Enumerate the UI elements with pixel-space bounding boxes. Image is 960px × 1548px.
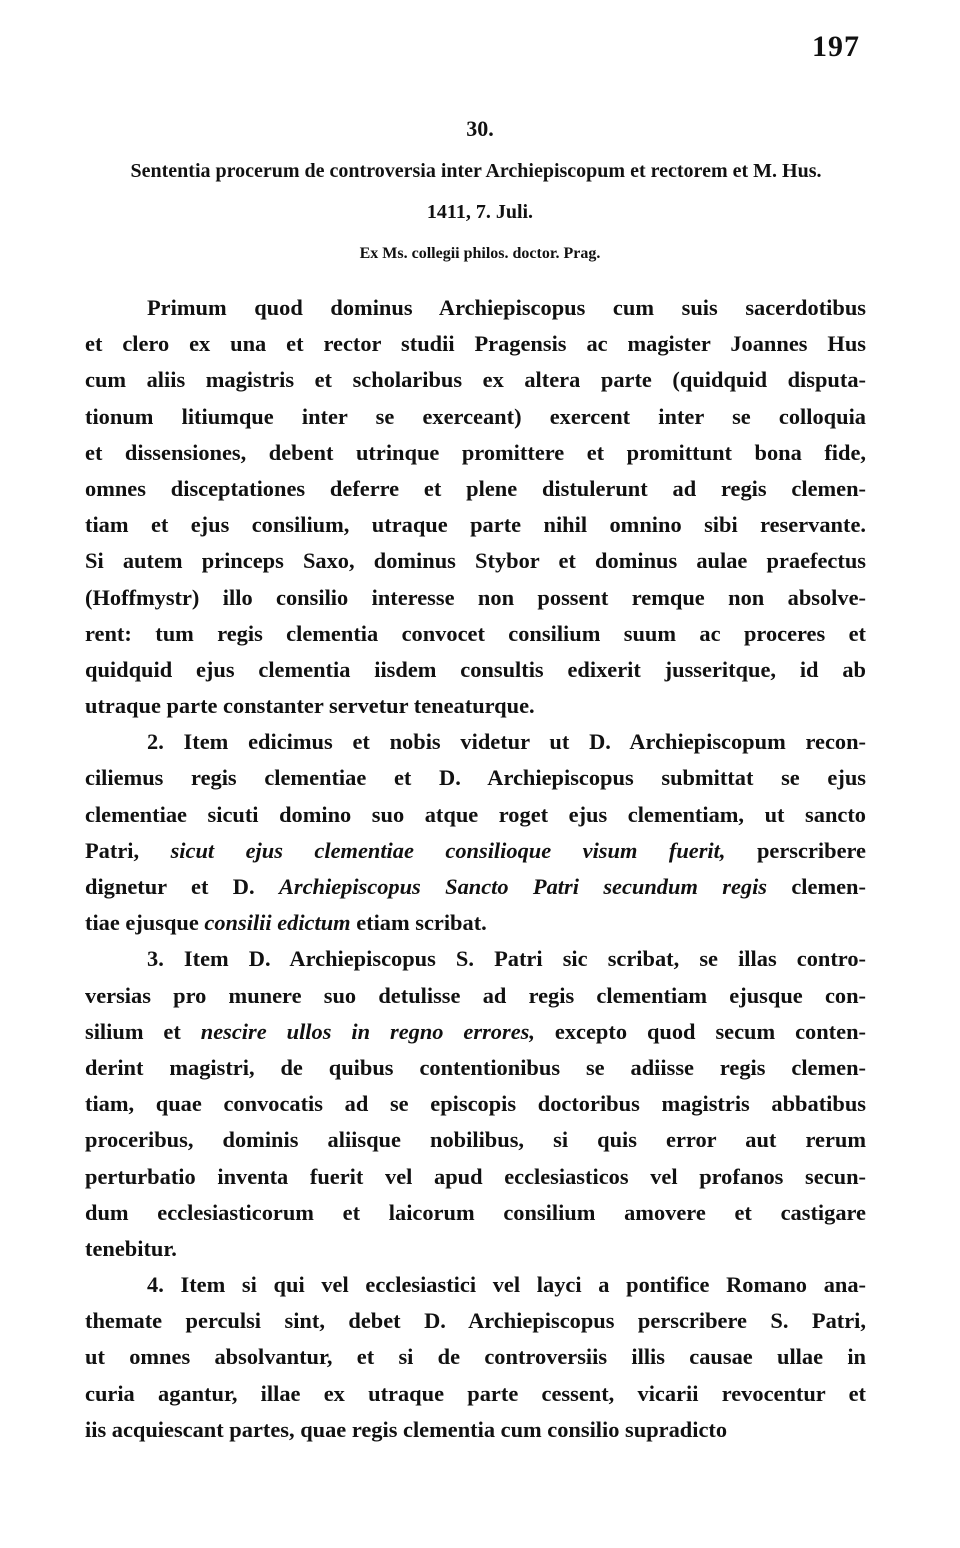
text-line	[85, 869, 866, 905]
text-segment: silium et	[85, 1018, 201, 1044]
text-line: 2. Item edicimus et nobis videtur ut D. Archiepiscopum recon-	[147, 729, 866, 755]
text-line: 3. Item D. Archiepiscopus S. Patri sic scribat, se illas contro-	[147, 946, 866, 972]
text-line: (Hoffmystr) illo consilio interesse non possent remque non absolve-	[85, 584, 866, 610]
text-segment: clemen-	[767, 874, 866, 899]
text-line: perturbatio inventa fuerit vel apud ecclesiasticos vel profanos secun-	[85, 1163, 866, 1189]
italic-segment: nescire ullos in regno errores,	[200, 1018, 535, 1044]
italic-segment: consilii edictum	[204, 910, 351, 936]
text-line: tiam et ejus consilium, utraque parte nihil omnino sibi reservante.	[85, 512, 866, 538]
text-line	[85, 905, 866, 941]
text-line: ut omnes absolvantur, et si de controversiis illis causae ullae in	[85, 1344, 866, 1370]
text-line: tiam, quae convocatis ad se episcopis doctoribus magistris abbatibus	[85, 1091, 866, 1117]
italic-segment: sicut ejus clementiae consilioque visum fuerit,	[170, 837, 726, 863]
text-line: clementiae sicuti domino suo atque roget ejus clementiam, ut sancto	[85, 801, 866, 827]
italic-segment: Archiepiscopus Sancto Patri secundum regis	[278, 874, 768, 899]
text-line: tenebitur.	[85, 1235, 177, 1261]
text-line: et dissensiones, debent utrinque promittere et promittunt bona fide,	[85, 439, 866, 465]
text-line: versias pro munere suo detulisse ad regis clementiam ejusque con-	[85, 982, 866, 1008]
text-line: iis acquiescant partes, quae regis clementia cum consilio supradicto	[85, 1416, 728, 1442]
text-line: rent: tum regis clementia convocet consilium suum ac proceres et	[85, 620, 866, 646]
body-text	[85, 290, 866, 1448]
text-line: proceribus, dominis aliisque nobilibus, si quis error aut rerum	[85, 1127, 866, 1153]
text-segment: tiae ejusque	[85, 910, 205, 936]
document-number: 30.	[466, 116, 494, 141]
text-line: 4. Item si qui vel ecclesiastici vel layci a pontifice Romano ana-	[147, 1272, 866, 1298]
text-segment: etiam scribat.	[350, 910, 487, 936]
text-line: thematе perculsi sint, debet D. Archiepiscopus perscribere S. Patri,	[85, 1308, 866, 1334]
text-line	[85, 833, 866, 869]
document-title: Sententia procerum de controversia inter Archiepiscopum et rectorem et M. Hus.	[130, 160, 822, 182]
text-line: Primum quod dominus Archiepiscopus cum suis sacerdotibus	[147, 295, 866, 320]
text-line: dum ecclesiasticorum et laicorum consilium amovere et castigare	[85, 1199, 866, 1225]
text-segment: excepto quod secum conten-	[534, 1018, 866, 1044]
text-segment: Patri,	[85, 837, 171, 863]
text-line: ciliemus regis clementiae et D. Archiepiscopus submittat se ejus	[85, 765, 866, 791]
text-line: derint magistri, de quibus contentionibus se adiisse regis clemen-	[85, 1054, 866, 1080]
text-line: quidquid ejus clementia iisdem consultis edixerit jusseritque, id ab	[85, 656, 866, 682]
text-segment: dignetur et D.	[85, 874, 279, 899]
text-line: omnes disceptationes deferre et plene distulerunt ad regis clemen-	[85, 475, 866, 501]
text-line: curia agantur, illae ex utraque parte cessent, vicarii revocentur et	[85, 1380, 866, 1406]
document-source: Ex Ms. collegii philos. doctor. Prag.	[359, 245, 601, 262]
text-line: tionum litiumque inter se exerceant) exercent inter se colloquia	[85, 403, 866, 429]
text-line: cum aliis magistris et scholaribus ex altera parte (quidquid disputa-	[85, 367, 866, 393]
text-segment: perscribere	[725, 837, 866, 863]
page-number: 197	[812, 30, 860, 63]
text-line: Si autem princeps Saxo, dominus Stybor et dominus aulae praefectus	[85, 548, 866, 574]
text-line	[85, 1014, 866, 1050]
text-line: et clero ex una et rector studii Pragensis ac magister Joannes Hus	[85, 331, 866, 357]
text-line: utraque parte constanter servetur teneaturque.	[85, 693, 535, 719]
document-date: 1411, 7. Juli.	[426, 201, 534, 223]
